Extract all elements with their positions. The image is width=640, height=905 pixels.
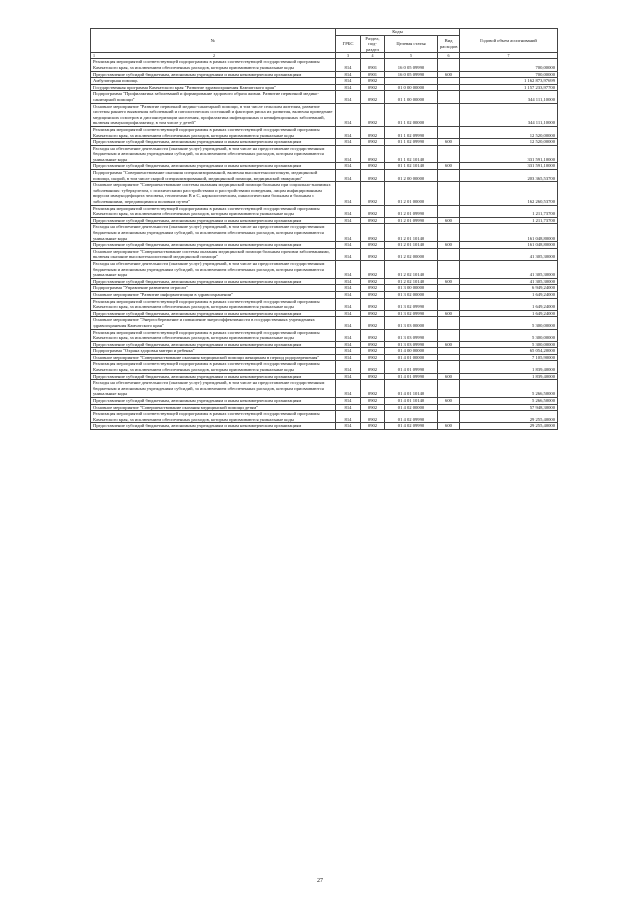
cell-vid xyxy=(438,182,460,205)
cell-grbs: 814 xyxy=(336,163,361,170)
cell-vid: 600 xyxy=(438,139,460,146)
cell-cst: 01 2 01 10140 xyxy=(385,224,438,242)
cell-sum: 1 162 873,97699 xyxy=(460,78,558,85)
cell-sum: 1 649,24000 xyxy=(460,298,558,310)
cell-sum: 700,00000 xyxy=(460,71,558,78)
cell-razdel: 0902 xyxy=(361,139,385,146)
cell-name: Предоставление субсидий бюджетным, автономным учреждениям и иным некоммерческим организациям xyxy=(91,341,336,348)
cell-razdel: 0902 xyxy=(361,84,385,91)
budget-table xyxy=(90,28,558,430)
header-cst: Целевая статья xyxy=(385,35,438,53)
cell-cst: 01 3 02 00000 xyxy=(385,291,438,298)
cell-name: Реализация мероприятий соответствующей подпрограммы в рамках соответствующей государственной программы Камчатского края, за исключением обеспеченных расходов, которым присваиваются уникальные коды xyxy=(91,329,336,341)
cell-name: Предоставление субсидий бюджетным, автономным учреждениям и иным некоммерческим организациям xyxy=(91,242,336,249)
cell-vid xyxy=(438,354,460,361)
cell-vid xyxy=(438,91,460,103)
cell-razdel: 0902 xyxy=(361,329,385,341)
cell-vid xyxy=(438,361,460,373)
cell-grbs: 814 xyxy=(336,205,361,217)
cell-name: Подпрограмма "Совершенствование оказания специализированной, включая высокотехнологичную, медицинской помощи, скорой, в том числе скорой специализированной, медицинской помощи, медицинской эвакуации" xyxy=(91,170,336,182)
cell-vid xyxy=(438,404,460,411)
cell-sum: 57 948,30000 xyxy=(460,404,558,411)
cell-vid: 600 xyxy=(438,278,460,285)
table-row xyxy=(91,411,558,423)
table-row xyxy=(91,329,558,341)
cell-grbs: 814 xyxy=(336,248,361,260)
cell-cst: 01 1 02 00000 xyxy=(385,103,438,126)
cell-razdel: 0902 xyxy=(361,278,385,285)
cell-grbs: 814 xyxy=(336,103,361,126)
column-index-cell: 4 xyxy=(361,53,385,59)
cell-grbs: 814 xyxy=(336,260,361,278)
cell-razdel: 0902 xyxy=(361,182,385,205)
cell-sum: 6 949,24000 xyxy=(460,285,558,292)
cell-grbs: 814 xyxy=(336,329,361,341)
cell-sum: 162 260,53700 xyxy=(460,182,558,205)
table-body xyxy=(91,59,558,430)
table-row xyxy=(91,59,558,71)
cell-grbs: 814 xyxy=(336,217,361,224)
cell-vid xyxy=(438,59,460,71)
cell-cst: 01 1 00 00000 xyxy=(385,91,438,103)
table-row xyxy=(91,260,558,278)
cell-vid xyxy=(438,285,460,292)
cell-name: Основное мероприятие "Энергосбережение и повышение энергоэффективности в государственных учреждениях здравоохранения Камчатского края" xyxy=(91,317,336,329)
cell-razdel: 0902 xyxy=(361,224,385,242)
cell-vid xyxy=(438,291,460,298)
cell-cst: 01 3 02 09990 xyxy=(385,298,438,310)
cell-name: Подпрограмма "Профилактика заболеваний и формирование здорового образа жизни. Развитие первичной медико-санитарной помощи" xyxy=(91,91,336,103)
cell-cst: 01 0 00 00000 xyxy=(385,84,438,91)
cell-vid xyxy=(438,170,460,182)
cell-vid: 600 xyxy=(438,398,460,405)
column-index-cell: 3 xyxy=(336,53,361,59)
cell-vid xyxy=(438,103,460,126)
cell-sum: 41 305,30000 xyxy=(460,248,558,260)
table-row xyxy=(91,103,558,126)
header-razdel: Раздел, под-раздел xyxy=(361,35,385,53)
cell-vid: 600 xyxy=(438,217,460,224)
cell-vid xyxy=(438,329,460,341)
cell-grbs: 814 xyxy=(336,145,361,163)
cell-name: Основное мероприятие "Совершенствование оказания медицинской помощи женщинам в период родоразрешения" xyxy=(91,354,336,361)
table-row xyxy=(91,380,558,398)
table-row xyxy=(91,398,558,405)
cell-vid xyxy=(438,380,460,398)
cell-cst: 01 4 01 10140 xyxy=(385,398,438,405)
cell-name: Реализация мероприятий соответствующей подпрограммы в рамках соответствующей государственной программы Камчатского края, за исключением обеспеченных расходов, которым присваиваются уникальные коды xyxy=(91,298,336,310)
table-row xyxy=(91,91,558,103)
cell-name: Предоставление субсидий бюджетным, автономным учреждениям и иным некоммерческим организациям xyxy=(91,71,336,78)
cell-grbs: 814 xyxy=(336,348,361,355)
cell-name: Основное мероприятие "Развитие первичной медико-санитарной помощи, в том числе сельским жителям, развитие системы раннего выявления заболеваний и патологических состояний и факторов риска их развития, включая проведение медицинских осмотров и диспансеризации населения, профилактика инфекционных и неинфекционных заболеваний, включая иммунопрофилактику, в том числе у детей" xyxy=(91,103,336,126)
cell-vid xyxy=(438,248,460,260)
cell-sum: 5 266,50000 xyxy=(460,398,558,405)
cell-sum: 1 649,24000 xyxy=(460,310,558,317)
cell-name: Реализация мероприятий соответствующей подпрограммы в рамках соответствующей государственной программы Камчатского края, за исключением обеспеченных расходов, которым присваиваются уникальные коды xyxy=(91,411,336,423)
cell-grbs: 814 xyxy=(336,361,361,373)
table-row xyxy=(91,145,558,163)
cell-razdel: 0902 xyxy=(361,310,385,317)
cell-name: Реализация мероприятий соответствующей подпрограммы в рамках соответствующей государственной программы Камчатского края, за исключением обеспеченных расходов, которым присваиваются уникальные коды xyxy=(91,126,336,138)
cell-cst xyxy=(385,78,438,85)
cell-vid: 600 xyxy=(438,163,460,170)
table-row xyxy=(91,348,558,355)
table-row xyxy=(91,242,558,249)
cell-cst: 01 4 01 10140 xyxy=(385,380,438,398)
cell-cst: 01 4 01 09990 xyxy=(385,373,438,380)
cell-name: Предоставление субсидий бюджетным, автономным учреждениям и иным некоммерческим организациям xyxy=(91,139,336,146)
cell-cst: 01 3 03 09990 xyxy=(385,329,438,341)
cell-vid: 600 xyxy=(438,423,460,430)
cell-vid xyxy=(438,411,460,423)
cell-sum: 5 300,00000 xyxy=(460,329,558,341)
cell-grbs: 814 xyxy=(336,91,361,103)
table-row xyxy=(91,163,558,170)
cell-name: Основное мероприятие "Совершенствование системы оказания медицинской помощи больным прочими заболеваниями, включая оказание высокотехнологичной медицинской помощи" xyxy=(91,248,336,260)
cell-vid xyxy=(438,84,460,91)
table-row xyxy=(91,78,558,85)
table-row xyxy=(91,361,558,373)
cell-name: Расходы на обеспечение деятельности (оказание услуг) учреждений, в том числе на предоставление государственным бюджетным и автономным учреждениям субсидий, за исключением обеспеченных расходов, которым присваиваются уникальные коды xyxy=(91,145,336,163)
cell-name: Предоставление субсидий бюджетным, автономным учреждениям и иным некоммерческим организациям xyxy=(91,217,336,224)
cell-name: Предоставление субсидий бюджетным, автономным учреждениям и иным некоммерческим организациям xyxy=(91,423,336,430)
cell-cst: 01 2 02 10140 xyxy=(385,260,438,278)
cell-name: Предоставление субсидий бюджетным, автономным учреждениям и иным некоммерческим организациям xyxy=(91,163,336,170)
table-header xyxy=(91,29,558,59)
cell-vid: 600 xyxy=(438,310,460,317)
cell-cst: 01 3 03 00000 xyxy=(385,317,438,329)
cell-grbs: 814 xyxy=(336,139,361,146)
cell-sum: 344 111,10000 xyxy=(460,91,558,103)
header-sum: Годовой объем ассигнований xyxy=(460,29,558,53)
table-row xyxy=(91,310,558,317)
cell-sum: 7 105,90000 xyxy=(460,354,558,361)
cell-vid: 600 xyxy=(438,71,460,78)
cell-grbs: 814 xyxy=(336,310,361,317)
cell-cst: 01 1 02 10140 xyxy=(385,163,438,170)
cell-sum: 331 591,10000 xyxy=(460,163,558,170)
cell-grbs: 814 xyxy=(336,411,361,423)
cell-sum: 1 649,24000 xyxy=(460,291,558,298)
table-row xyxy=(91,373,558,380)
cell-name: Предоставление субсидий бюджетным, автономным учреждениям и иным некоммерческим организациям xyxy=(91,398,336,405)
cell-razdel: 0902 xyxy=(361,380,385,398)
cell-cst: 01 1 02 10140 xyxy=(385,145,438,163)
table-row xyxy=(91,317,558,329)
table-row xyxy=(91,298,558,310)
cell-grbs: 814 xyxy=(336,354,361,361)
cell-sum: 1 157 233,97700 xyxy=(460,84,558,91)
table-row xyxy=(91,404,558,411)
cell-grbs: 814 xyxy=(336,278,361,285)
cell-cst: 01 2 01 09990 xyxy=(385,205,438,217)
cell-cst: 16 0 05 09990 xyxy=(385,71,438,78)
cell-sum: 1 839,40000 xyxy=(460,373,558,380)
table-row xyxy=(91,217,558,224)
cell-razdel: 0902 xyxy=(361,291,385,298)
cell-sum: 29 255,40000 xyxy=(460,411,558,423)
cell-sum: 29 255,40000 xyxy=(460,423,558,430)
column-index-cell: 5 xyxy=(385,53,438,59)
cell-grbs: 814 xyxy=(336,285,361,292)
cell-sum: 161 048,80000 xyxy=(460,242,558,249)
table-row xyxy=(91,205,558,217)
cell-cst: 01 4 02 09990 xyxy=(385,411,438,423)
cell-razdel: 0902 xyxy=(361,242,385,249)
cell-vid xyxy=(438,348,460,355)
cell-razdel: 0902 xyxy=(361,411,385,423)
cell-razdel: 0901 xyxy=(361,59,385,71)
cell-name: Реализация мероприятий соответствующей подпрограммы в рамках соответствующей государственной программы Камчатского края, за исключением обеспеченных расходов, которым присваиваются уникальные коды xyxy=(91,59,336,71)
cell-sum: 41 305,30000 xyxy=(460,278,558,285)
column-index-cell: 6 xyxy=(438,53,460,59)
cell-grbs: 814 xyxy=(336,298,361,310)
table-row xyxy=(91,71,558,78)
cell-razdel: 0902 xyxy=(361,248,385,260)
cell-razdel: 0902 xyxy=(361,404,385,411)
cell-razdel: 0902 xyxy=(361,91,385,103)
cell-sum: 1 839,40000 xyxy=(460,361,558,373)
cell-sum: 203 365,53700 xyxy=(460,170,558,182)
header-grbs: ГРБС xyxy=(336,35,361,53)
cell-razdel: 0902 xyxy=(361,317,385,329)
cell-sum: 161 048,80000 xyxy=(460,224,558,242)
table-row xyxy=(91,285,558,292)
cell-sum: 5 300,00000 xyxy=(460,317,558,329)
cell-grbs: 814 xyxy=(336,373,361,380)
cell-name: Реализация мероприятий соответствующей подпрограммы в рамках соответствующей государственной программы Камчатского края, за исключением обеспеченных расходов, которым присваиваются уникальные коды xyxy=(91,205,336,217)
cell-razdel: 0902 xyxy=(361,103,385,126)
cell-name: Расходы на обеспечение деятельности (оказание услуг) учреждений, в том числе на предоставление государственным бюджетным и автономным учреждениям субсидий, за исключением обеспеченных расходов, которым присваиваются уникальные коды xyxy=(91,260,336,278)
cell-razdel: 0902 xyxy=(361,260,385,278)
cell-razdel: 0902 xyxy=(361,126,385,138)
cell-vid xyxy=(438,224,460,242)
table-row xyxy=(91,423,558,430)
cell-cst: 01 1 02 09990 xyxy=(385,126,438,138)
cell-cst: 01 4 01 09990 xyxy=(385,361,438,373)
cell-grbs: 814 xyxy=(336,242,361,249)
cell-sum: 41 305,30000 xyxy=(460,260,558,278)
cell-razdel: 0902 xyxy=(361,354,385,361)
header-vid: Вид расходов xyxy=(438,35,460,53)
cell-razdel: 0902 xyxy=(361,423,385,430)
cell-name: Реализация мероприятий соответствующей подпрограммы в рамках соответствующей государственной программы Камчатского края, за исключением обеспеченных расходов, которым присваиваются уникальные коды xyxy=(91,361,336,373)
cell-cst: 01 4 02 00000 xyxy=(385,404,438,411)
cell-name: Амбулаторная помощь xyxy=(91,78,336,85)
cell-cst: 01 3 02 09990 xyxy=(385,310,438,317)
cell-name: Предоставление субсидий бюджетным, автономным учреждениям и иным некоммерческим организациям xyxy=(91,373,336,380)
table-row xyxy=(91,224,558,242)
cell-grbs: 814 xyxy=(336,170,361,182)
cell-name: Предоставление субсидий бюджетным, автономным учреждениям и иным некоммерческим организациям xyxy=(91,278,336,285)
cell-vid xyxy=(438,205,460,217)
cell-razdel: 0902 xyxy=(361,285,385,292)
cell-name: Подпрограмма "Охрана здоровья матери и ребенка" xyxy=(91,348,336,355)
cell-sum: 344 111,10000 xyxy=(460,103,558,126)
page-number: 27 xyxy=(317,878,323,884)
cell-sum: 5 300,00000 xyxy=(460,341,558,348)
cell-cst: 01 2 02 00000 xyxy=(385,248,438,260)
cell-sum: 5 266,50000 xyxy=(460,380,558,398)
cell-grbs: 814 xyxy=(336,398,361,405)
table-row xyxy=(91,170,558,182)
cell-sum: 12 520,00000 xyxy=(460,139,558,146)
cell-cst: 16 0 05 09990 xyxy=(385,59,438,71)
column-index-cell: 7 xyxy=(460,53,558,59)
cell-vid xyxy=(438,78,460,85)
cell-grbs: 814 xyxy=(336,182,361,205)
cell-cst: 01 2 01 10140 xyxy=(385,242,438,249)
cell-sum: 1 211,73700 xyxy=(460,205,558,217)
cell-name: Расходы на обеспечение деятельности (оказание услуг) учреждений, в том числе на предоставление государственным бюджетным и автономным учреждениям субсидий, за исключением обеспеченных расходов, которым присваиваются уникальные коды xyxy=(91,224,336,242)
cell-vid: 600 xyxy=(438,242,460,249)
cell-cst: 01 4 01 00000 xyxy=(385,354,438,361)
cell-razdel: 0902 xyxy=(361,145,385,163)
cell-grbs: 814 xyxy=(336,291,361,298)
cell-grbs: 814 xyxy=(336,380,361,398)
header-codes: Коды xyxy=(336,29,460,36)
cell-grbs: 814 xyxy=(336,317,361,329)
cell-name: Основное мероприятие "Совершенствование оказания медицинской помощи детям" xyxy=(91,404,336,411)
cell-razdel: 0902 xyxy=(361,398,385,405)
cell-sum: 700,00000 xyxy=(460,59,558,71)
cell-cst: 01 2 02 10140 xyxy=(385,278,438,285)
header-name: № xyxy=(91,29,336,53)
cell-cst: 01 4 00 00000 xyxy=(385,348,438,355)
cell-sum: 65 054,20000 xyxy=(460,348,558,355)
table-row xyxy=(91,291,558,298)
cell-vid: 600 xyxy=(438,373,460,380)
column-index-cell: 1 2 xyxy=(91,53,336,59)
cell-name: Предоставление субсидий бюджетным, автономным учреждениям и иным некоммерческим организациям xyxy=(91,310,336,317)
table-row xyxy=(91,354,558,361)
cell-sum: 12 520,00000 xyxy=(460,126,558,138)
table-row xyxy=(91,182,558,205)
cell-razdel: 0902 xyxy=(361,205,385,217)
cell-razdel: 0902 xyxy=(361,361,385,373)
cell-cst: 01 2 01 00000 xyxy=(385,182,438,205)
cell-grbs: 814 xyxy=(336,71,361,78)
cell-razdel: 0902 xyxy=(361,341,385,348)
cell-grbs: 814 xyxy=(336,78,361,85)
table-row xyxy=(91,139,558,146)
cell-razdel: 0902 xyxy=(361,78,385,85)
table-row xyxy=(91,248,558,260)
cell-grbs: 814 xyxy=(336,84,361,91)
cell-razdel: 0902 xyxy=(361,298,385,310)
cell-grbs: 814 xyxy=(336,341,361,348)
table-row xyxy=(91,126,558,138)
cell-grbs: 814 xyxy=(336,59,361,71)
cell-grbs: 814 xyxy=(336,224,361,242)
cell-name: Основное мероприятие "Развитие информатизации в здравоохранении" xyxy=(91,291,336,298)
cell-cst: 01 4 02 09990 xyxy=(385,423,438,430)
table-row xyxy=(91,341,558,348)
cell-razdel: 0902 xyxy=(361,373,385,380)
cell-vid xyxy=(438,298,460,310)
table-row xyxy=(91,278,558,285)
cell-razdel: 0901 xyxy=(361,71,385,78)
cell-cst: 01 2 00 00000 xyxy=(385,170,438,182)
cell-razdel: 0902 xyxy=(361,163,385,170)
cell-cst: 01 2 01 09990 xyxy=(385,217,438,224)
cell-vid xyxy=(438,145,460,163)
cell-name: Основное мероприятие "Совершенствование системы оказания медицинской помощи больным при социально-значимых заболеваниях: туберкулезом, с психическими расстройствами и расстройствами поведения, лицам инфицированным вирусом иммунодефицита человека, гепатитами В и С, наркологическим, онкологическим больным и больным с заболеваниями, передающимися половым путем" xyxy=(91,182,336,205)
cell-vid: 600 xyxy=(438,341,460,348)
cell-sum: 331 591,10000 xyxy=(460,145,558,163)
cell-cst: 01 3 00 00000 xyxy=(385,285,438,292)
cell-razdel: 0902 xyxy=(361,348,385,355)
cell-vid xyxy=(438,126,460,138)
cell-vid xyxy=(438,317,460,329)
cell-sum: 1 211,73700 xyxy=(460,217,558,224)
cell-cst: 01 1 02 09990 xyxy=(385,139,438,146)
cell-grbs: 814 xyxy=(336,126,361,138)
cell-grbs: 814 xyxy=(336,404,361,411)
cell-grbs: 814 xyxy=(336,423,361,430)
cell-cst: 01 3 03 09990 xyxy=(385,341,438,348)
cell-razdel: 0902 xyxy=(361,217,385,224)
cell-razdel: 0902 xyxy=(361,170,385,182)
cell-vid xyxy=(438,260,460,278)
cell-name: Расходы на обеспечение деятельности (оказание услуг) учреждений, в том числе на предоставление государственным бюджетным и автономным учреждениям субсидий, за исключением обеспеченных расходов, которым присваиваются уникальные коды xyxy=(91,380,336,398)
table-row xyxy=(91,84,558,91)
cell-name: Подпрограмма "Управление развитием отрасли" xyxy=(91,285,336,292)
cell-name: Государственная программа Камчатского края "Развитие здравоохранения Камчатского края" xyxy=(91,84,336,91)
